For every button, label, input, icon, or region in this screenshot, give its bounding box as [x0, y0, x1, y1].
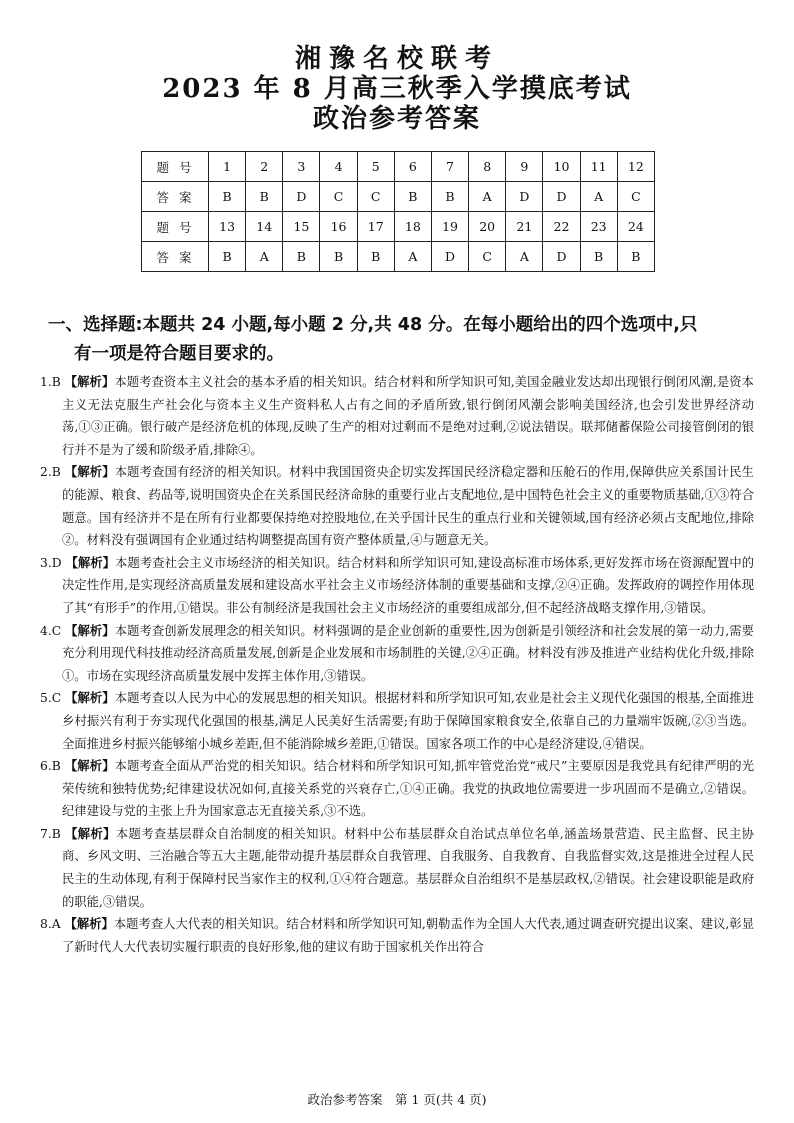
analysis-text: 本题考查基层群众自治制度的相关知识。材料中公布基层群众自治试点单位名单,涵盖场景营造、民主监督、民主协商、乡风文明、三治融合等五大主题,能带动提升基层群众自我管理、自我服务、自我教育、自我监督实效,这是推进全过程人民民主的生动体现,有利于保障村民当家作主的权利,①④符合题意。基层群众自治组织不是基层政权,②错误。社会建设职能是政府的职能,③错误。: [62, 826, 754, 909]
analysis-tag: 【解析】: [65, 623, 115, 638]
table-cell: C: [320, 182, 357, 212]
table-cell: A: [506, 242, 543, 272]
analysis-text: 本题考查资本主义社会的基本矛盾的相关知识。结合材料和所学知识可知,美国金融业发达却出现银行倒闭风潮,是资本主义无法克服生产社会化与资本主义生产资料私人占有之间的矛盾所致,银行倒闭风潮会影响美国经济,也会引发世界经济动荡,①③正确。银行破产是经济危机的体现,反映了生产的相对过剩而不是绝对过剩,②说法错误。联邦储蓄保险公司接管倒闭的银行并不是为了缓和阶级矛盾,排除④。: [62, 375, 754, 457]
table-cell: D: [543, 242, 580, 272]
table-cell: B: [209, 182, 246, 212]
subject-answer-title: 政治参考答案: [312, 104, 481, 134]
table-cell: A: [246, 242, 283, 272]
table-cell: 5: [357, 152, 394, 182]
explanation-item: [40, 823, 754, 913]
analysis-text: 本题考查全面从严治党的相关知识。结合材料和所学知识可知,抓牢管党治党“戒尺”主要原因是我党具有纪律严明的光荣传统和独特优势;纪律建设状况如何,直接关系党的兴衰存亡,①④正确。我党的执政地位需要进一步巩固而不是确立,②错误。纪律建设与党的主张上升为国家意志无直接关系,③不选。: [62, 759, 754, 819]
row-header: 答案: [142, 182, 209, 212]
table-cell: 12: [617, 152, 654, 182]
table-cell: A: [469, 182, 506, 212]
table-cell: 10: [543, 152, 580, 182]
table-cell: 19: [431, 212, 468, 242]
explanation-item: [40, 620, 754, 688]
explanation-body: [40, 687, 754, 755]
explanation-body: [40, 755, 754, 823]
question-answer-number: 3.D: [40, 555, 62, 570]
analysis-text: 本题考查以人民为中心的发展思想的相关知识。根据材料和所学知识可知,农业是社会主义现代化强国的根基,全面推进乡村振兴有利于夯实现代化强国的根基,满足人民美好生活需要;有助于保障国家粮食安全,依靠自己的力量端牢饭碗,②③当选。全面推进乡村振兴能够缩小城乡差距,但不能消除城乡差距,①错误。国家各项工作的中心是经济建设,④错误。: [62, 691, 754, 751]
exam-org-title: 湘豫名校联考: [294, 44, 499, 74]
question-answer-number: 1.B: [40, 375, 61, 389]
explanation-body: [40, 552, 754, 620]
explanation-body: [40, 823, 754, 913]
analysis-tag: 【解析】: [64, 917, 114, 932]
analysis-text: 本题考查人大代表的相关知识。结合材料和所学知识可知,朝勒盂作为全国人大代表,通过调查研究提出议案、建议,彰显了新时代人大代表切实履行职责的良好形象,他的建议有助于国家机关作出符合: [62, 917, 754, 954]
answer-key-table: [141, 151, 655, 272]
question-answer-number: 6.B: [40, 759, 61, 774]
analysis-tag: 【解析】: [64, 759, 115, 774]
explanation-item: [40, 687, 754, 755]
table-cell: 6: [394, 152, 431, 182]
question-answer-number: 5.C: [40, 691, 62, 706]
question-answer-number: 2.B: [40, 465, 61, 480]
explanation-body: [40, 620, 754, 688]
analysis-tag: 【解析】: [64, 375, 115, 389]
explanation-body: [40, 371, 754, 461]
table-cell: 16: [320, 212, 357, 242]
table-cell: 9: [506, 152, 543, 182]
table-cell: 23: [580, 212, 617, 242]
table-cell: B: [357, 242, 394, 272]
analysis-text: 本题考查国有经济的相关知识。材料中我国国资央企切实发挥国民经济稳定器和压舱石的作用,保障供应关系国计民生的能源、粮食、药品等,说明国资央企在关系国民经济命脉的重要行业占支配地位,是中国特色社会主义的重要物质基础,①③符合题意。国有经济并不是在所有行业都要保持绝对控股地位,在关乎国计民生的重点行业和关键领域,国有经济必须占支配地位,排除②。材料没有强调国有企业通过结构调整提高国有资产整体质量,④与题意无关。: [62, 465, 754, 548]
section-heading-line2: 有一项是符合题目要求的。: [74, 344, 284, 364]
table-cell: D: [543, 182, 580, 212]
explanation-item: [40, 461, 754, 551]
table-cell: D: [506, 182, 543, 212]
analysis-tag: 【解析】: [65, 555, 116, 570]
table-cell: 1: [209, 152, 246, 182]
table-cell: B: [209, 242, 246, 272]
table-cell: 3: [283, 152, 320, 182]
table-cell: 21: [506, 212, 543, 242]
explanation-item: [40, 913, 754, 958]
table-cell: 24: [617, 212, 654, 242]
table-cell: 18: [394, 212, 431, 242]
page-footer: 政治参考答案 第 1 页(共 4 页): [307, 1092, 487, 1107]
table-cell: 14: [246, 212, 283, 242]
table-cell: C: [469, 242, 506, 272]
section-heading-line1: 一、选择题:本题共 24 小题,每小题 2 分,共 48 分。在每小题给出的四个选项中,只: [48, 315, 698, 335]
table-cell: B: [617, 242, 654, 272]
table-cell: 22: [543, 212, 580, 242]
table-cell: B: [246, 182, 283, 212]
table-cell: B: [283, 242, 320, 272]
table-row: [142, 212, 655, 242]
explanation-item: [40, 552, 754, 620]
table-row: [142, 152, 655, 182]
table-cell: 15: [283, 212, 320, 242]
table-cell: 7: [431, 152, 468, 182]
table-cell: 20: [469, 212, 506, 242]
explanation-body: [40, 461, 754, 551]
table-cell: B: [431, 182, 468, 212]
explanation-item: [40, 371, 754, 461]
analysis-tag: 【解析】: [64, 465, 115, 480]
table-cell: 2: [246, 152, 283, 182]
analysis-tag: 【解析】: [65, 826, 116, 841]
explanation-list: [40, 371, 754, 958]
question-answer-number: 4.C: [40, 623, 62, 638]
table-cell: A: [394, 242, 431, 272]
table-row: [142, 242, 655, 272]
table-cell: D: [431, 242, 468, 272]
table-cell: 11: [580, 152, 617, 182]
question-answer-number: 8.A: [40, 917, 61, 932]
exam-name-title: 2023 年 8 月高三秋季入学摸底考试: [162, 74, 632, 104]
table-cell: A: [580, 182, 617, 212]
explanation-body: [40, 913, 754, 958]
table-cell: 17: [357, 212, 394, 242]
row-header: 答案: [142, 242, 209, 272]
table-cell: 4: [320, 152, 357, 182]
table-cell: B: [320, 242, 357, 272]
table-cell: B: [394, 182, 431, 212]
table-cell: 13: [209, 212, 246, 242]
analysis-text: 本题考查创新发展理念的相关知识。材料强调的是企业创新的重要性,因为创新是引领经济和社会发展的第一动力,需要充分利用现代科技推动经济高质量发展,创新是企业发展和市场制胜的关键,②④正确。材料没有涉及推进产业结构优化升级,排除①。市场在实现经济高质量发展中发挥主体作用,③错误。: [62, 623, 754, 683]
table-cell: C: [617, 182, 654, 212]
table-cell: 8: [469, 152, 506, 182]
table-row: [142, 182, 655, 212]
question-answer-number: 7.B: [40, 826, 61, 841]
row-header: 题号: [142, 212, 209, 242]
explanation-item: [40, 755, 754, 823]
analysis-text: 本题考查社会主义市场经济的相关知识。结合材料和所学知识可知,建设高标准市场体系,更好发挥市场在资源配置中的决定性作用,是实现经济高质量发展和建设高水平社会主义市场经济体制的重要基础和支撑,②④正确。发挥政府的调控作用体现了其“有形手”的作用,①错误。非公有制经济是我国社会主义市场经济的重要组成部分,但不起经济战略支撑作用,③错误。: [62, 555, 754, 615]
table-cell: C: [357, 182, 394, 212]
row-header: 题号: [142, 152, 209, 182]
title-block: [0, 44, 794, 134]
table-cell: D: [283, 182, 320, 212]
section-heading: [48, 311, 758, 369]
analysis-tag: 【解析】: [65, 691, 115, 706]
table-cell: B: [580, 242, 617, 272]
